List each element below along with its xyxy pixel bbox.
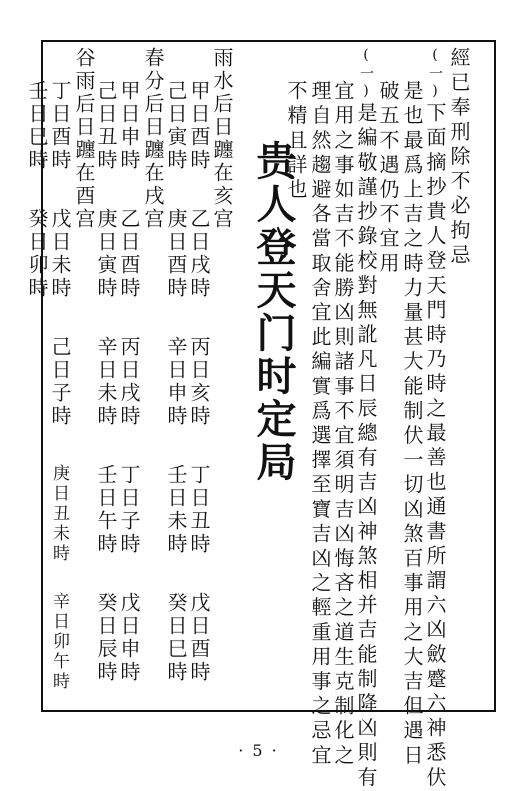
time-cell: 庚日酉時 (164, 208, 188, 300)
page-number: · 5 · (238, 741, 279, 760)
time-cell: 戊日酉時 (187, 592, 211, 684)
time-cell: 乙日戌時 (187, 208, 211, 300)
time-cell: 己日子時 (48, 336, 72, 428)
note-line-5: 宜用之事如吉不能勝凶則諸事不宜須明吉凶悔吝之道生克制化之 (331, 80, 355, 769)
time-cell: 丁日子時 (117, 464, 141, 556)
page-title: 贵人登天门时定局 (250, 140, 297, 484)
time-cell: 己日丑時 (94, 80, 118, 172)
note-line-1 (425, 47, 445, 791)
time-cell: 庚日丑未時 (49, 464, 69, 564)
section-header: 雨水后日躔在亥宫 (210, 47, 234, 231)
note-line-2: 是也最爲上吉之時力量甚大能制伏一切凶煞百事用之大吉但遇日 (400, 80, 424, 769)
time-cell: 癸日辰時 (94, 592, 118, 684)
time-cell: 甲日申時 (117, 80, 141, 172)
note-line-6: 理自然趨避各當取舍宜此編實爲選擇至寶吉凶之輕重用事之忌宜 (308, 80, 332, 769)
note-line-0: 經已奉刑除不必拘忌 (447, 47, 471, 269)
time-cell: 戊日未時 (48, 208, 72, 300)
time-cell: 丁日酉時 (48, 80, 72, 172)
time-cell: 辛日申時 (164, 336, 188, 428)
time-cell: 丁日丑時 (187, 464, 211, 556)
time-cell: 辛日卯午時 (49, 592, 69, 692)
time-cell: 癸日卯時 (25, 208, 49, 300)
note-line-3: 破五不遇仍不宜用 (376, 80, 400, 277)
section-header: 谷雨后日躔在酉宫 (72, 47, 96, 231)
time-cell: 辛日未時 (94, 336, 118, 428)
time-cell: 癸日巳時 (164, 592, 188, 684)
time-cell: 己日寅時 (164, 80, 188, 172)
note-line-4 (356, 47, 376, 791)
time-cell: 壬日未時 (164, 464, 188, 556)
time-cell: 壬日午時 (94, 464, 118, 556)
note-text: 是編敬謹抄錄校對無訛凡日辰總有吉凶神煞相并吉能制降凶則有 (354, 102, 378, 791)
time-cell: 壬日巳時 (25, 80, 49, 172)
time-cell: 甲日酉時 (187, 80, 211, 172)
note-marker: (一) (427, 47, 443, 102)
time-cell: 乙日酉時 (117, 208, 141, 300)
time-cell: 丙日亥時 (187, 336, 211, 428)
time-cell: 丙日戌時 (117, 336, 141, 428)
time-cell: 庚日寅時 (94, 208, 118, 300)
note-text: 下面摘抄貴人登天門時乃時之最善也通書所謂六凶斂蹙六神悉伏 (423, 102, 447, 791)
note-marker: (一) (358, 47, 374, 102)
note-line-7: 不精且詳也 (284, 80, 308, 203)
section-header: 春分后日躔在戌宫 (141, 47, 165, 231)
time-cell: 戊日申時 (117, 592, 141, 684)
